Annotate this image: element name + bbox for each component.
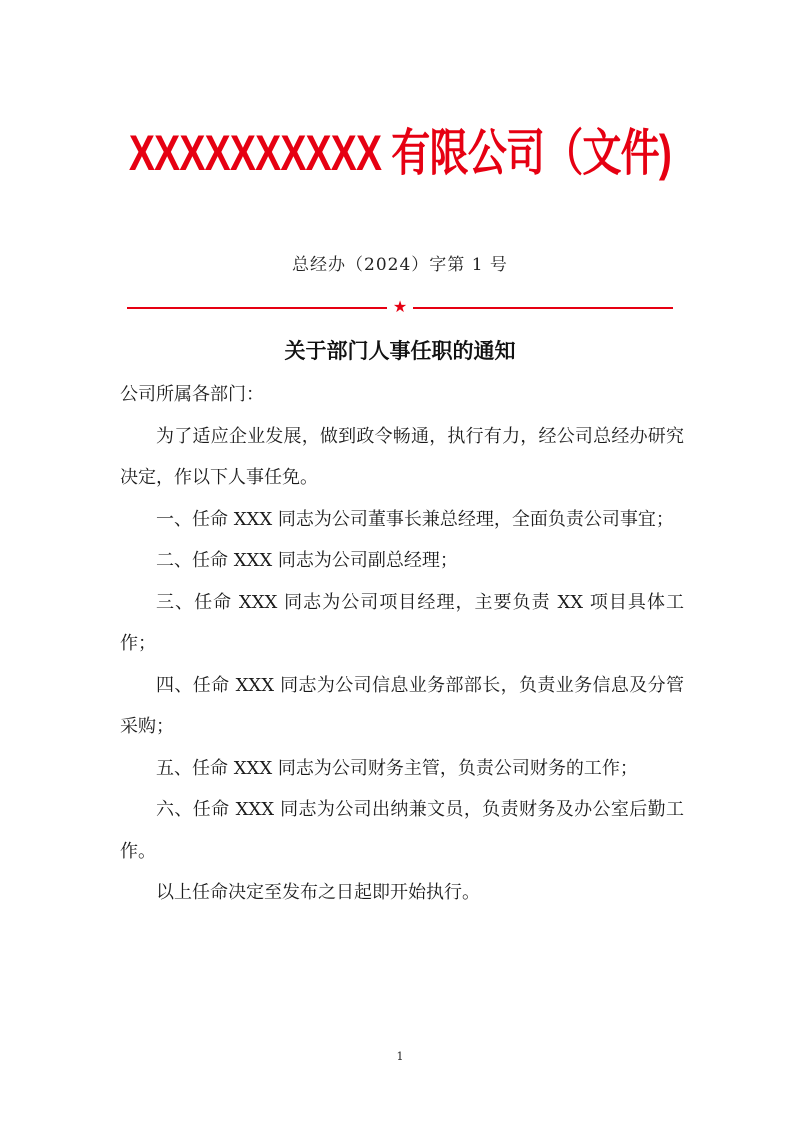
appointment-item: 六、任命 XXX 同志为公司出纳兼文员，负责财务及办公室后勤工作。 xyxy=(120,799,684,862)
red-divider xyxy=(127,297,673,316)
appointment-item: 二、任命 XXX 同志为公司副总经理； xyxy=(156,550,458,571)
star-icon: ★ xyxy=(392,297,408,316)
appointment-item: 三、任命 XXX 同志为公司项目经理，主要负责 XX 项目具体工作； xyxy=(120,591,684,654)
intro-paragraph: 为了适应企业发展，做到政令畅通，执行有力，经公司总经办研究决定，作以下人事任免。 xyxy=(120,425,684,488)
salutation: 公司所属各部门： xyxy=(120,384,264,405)
notice-body xyxy=(120,374,684,914)
appointment-item: 一、任命 XXX 同志为公司董事长兼总经理，全面负责公司事宜； xyxy=(156,508,674,530)
document-number: 总经办（2024）字第 1 号 xyxy=(292,255,508,275)
appointment-item: 五、任命 XXX 同志为公司财务主管，负责公司财务的工作； xyxy=(156,757,638,779)
divider-line-left xyxy=(127,307,387,309)
notice-title: 关于部门人事任职的通知 xyxy=(284,339,516,363)
closing-paragraph: 以上任命决定至发布之日起即开始执行。 xyxy=(156,882,480,903)
company-red-header: XXXXXXXXXX 有限公司（文件) xyxy=(128,125,672,181)
page-number: 1 xyxy=(396,1050,404,1063)
appointment-item: 四、任命 XXX 同志为公司信息业务部部长，负责业务信息及分管采购； xyxy=(120,674,684,737)
divider-line-right xyxy=(413,307,673,309)
